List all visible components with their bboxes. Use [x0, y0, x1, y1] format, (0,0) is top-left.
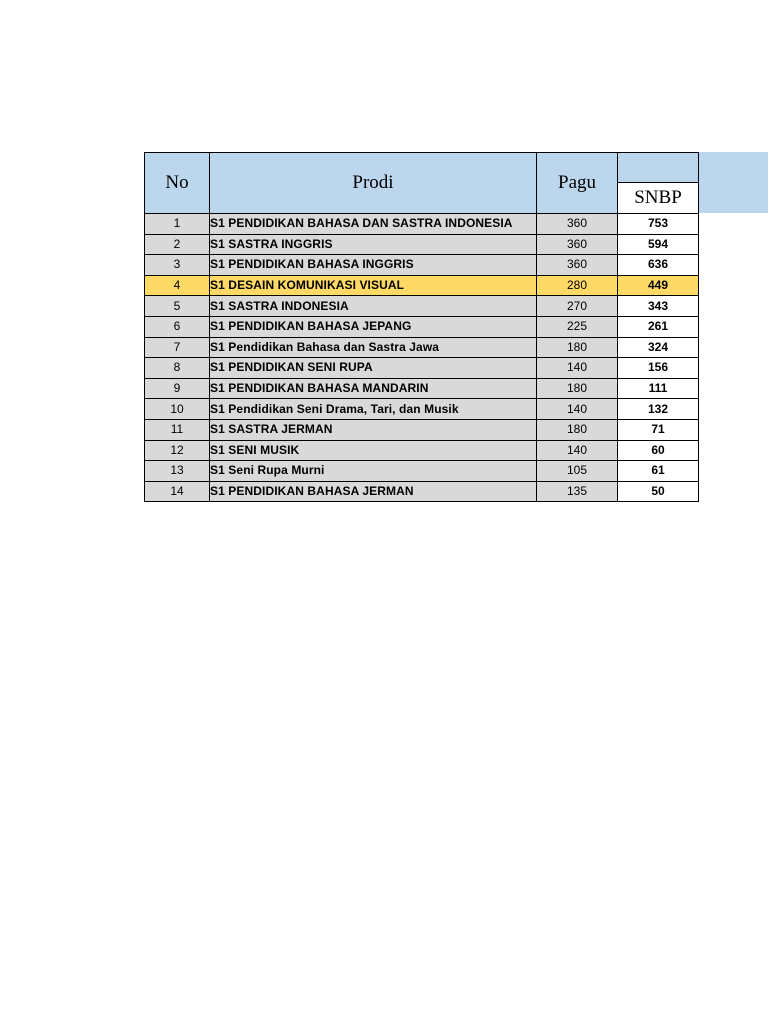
- table-row: [145, 255, 699, 276]
- row-no-cell: 5: [145, 296, 210, 317]
- row-prodi-cell: S1 DESAIN KOMUNIKASI VISUAL: [210, 275, 537, 296]
- table-row: [145, 337, 699, 358]
- row-prodi-cell: S1 PENDIDIKAN BAHASA MANDARIN: [210, 378, 537, 399]
- row-prodi-cell: S1 PENDIDIKAN BAHASA INGGRIS: [210, 255, 537, 276]
- table-row: [145, 234, 699, 255]
- row-no-cell: 12: [145, 440, 210, 461]
- row-no-cell: 9: [145, 378, 210, 399]
- table-row: [145, 275, 699, 296]
- header-no: No: [145, 153, 210, 214]
- row-no-cell: 8: [145, 358, 210, 379]
- row-no-cell: 10: [145, 399, 210, 420]
- row-prodi-cell: S1 PENDIDIKAN BAHASA DAN SASTRA INDONESIA: [210, 214, 537, 235]
- row-prodi-cell: S1 SASTRA JERMAN: [210, 419, 537, 440]
- header-prodi: Prodi: [210, 153, 537, 214]
- table-row: [145, 481, 699, 502]
- table-row: [145, 461, 699, 482]
- header-pagu: Pagu: [537, 153, 618, 214]
- table-row: [145, 440, 699, 461]
- row-snbp-cell: 71: [618, 419, 699, 440]
- row-prodi-cell: S1 Seni Rupa Murni: [210, 461, 537, 482]
- row-prodi-cell: S1 Pendidikan Bahasa dan Sastra Jawa: [210, 337, 537, 358]
- row-pagu-cell: 360: [537, 214, 618, 235]
- row-pagu-cell: 180: [537, 419, 618, 440]
- row-pagu-cell: 180: [537, 378, 618, 399]
- row-pagu-cell: 225: [537, 316, 618, 337]
- row-snbp-cell: 156: [618, 358, 699, 379]
- row-no-cell: 4: [145, 275, 210, 296]
- row-snbp-cell: 261: [618, 316, 699, 337]
- row-prodi-cell: S1 SASTRA INDONESIA: [210, 296, 537, 317]
- row-snbp-cell: 343: [618, 296, 699, 317]
- row-pagu-cell: 280: [537, 275, 618, 296]
- row-no-cell: 2: [145, 234, 210, 255]
- header-snbp-group: [618, 153, 699, 183]
- row-snbp-cell: 61: [618, 461, 699, 482]
- row-snbp-cell: 753: [618, 214, 699, 235]
- table-row: [145, 296, 699, 317]
- row-snbp-cell: 594: [618, 234, 699, 255]
- row-snbp-cell: 449: [618, 275, 699, 296]
- row-snbp-cell: 111: [618, 378, 699, 399]
- row-pagu-cell: 140: [537, 399, 618, 420]
- row-prodi-cell: S1 PENDIDIKAN BAHASA JEPANG: [210, 316, 537, 337]
- row-no-cell: 3: [145, 255, 210, 276]
- row-no-cell: 6: [145, 316, 210, 337]
- row-prodi-cell: S1 Pendidikan Seni Drama, Tari, dan Musik: [210, 399, 537, 420]
- row-prodi-cell: S1 SASTRA INGGRIS: [210, 234, 537, 255]
- row-no-cell: 11: [145, 419, 210, 440]
- table-row: [145, 378, 699, 399]
- table-row: [145, 214, 699, 235]
- row-prodi-cell: S1 SENI MUSIK: [210, 440, 537, 461]
- row-pagu-cell: 180: [537, 337, 618, 358]
- row-pagu-cell: 140: [537, 358, 618, 379]
- row-pagu-cell: 360: [537, 234, 618, 255]
- row-snbp-cell: 132: [618, 399, 699, 420]
- header-snbp: SNBP: [618, 183, 699, 214]
- prodi-table: [144, 152, 699, 502]
- row-no-cell: 7: [145, 337, 210, 358]
- row-prodi-cell: S1 PENDIDIKAN SENI RUPA: [210, 358, 537, 379]
- row-pagu-cell: 135: [537, 481, 618, 502]
- row-snbp-cell: 50: [618, 481, 699, 502]
- row-snbp-cell: 636: [618, 255, 699, 276]
- table-row: [145, 399, 699, 420]
- row-snbp-cell: 324: [618, 337, 699, 358]
- table-row: [145, 316, 699, 337]
- row-snbp-cell: 60: [618, 440, 699, 461]
- row-pagu-cell: 270: [537, 296, 618, 317]
- row-pagu-cell: 360: [537, 255, 618, 276]
- row-no-cell: 13: [145, 461, 210, 482]
- table-body: [145, 214, 699, 502]
- row-pagu-cell: 140: [537, 440, 618, 461]
- table-row: [145, 419, 699, 440]
- table-row: [145, 358, 699, 379]
- row-pagu-cell: 105: [537, 461, 618, 482]
- row-prodi-cell: S1 PENDIDIKAN BAHASA JERMAN: [210, 481, 537, 502]
- row-no-cell: 1: [145, 214, 210, 235]
- header-fill-extension: [697, 152, 768, 213]
- row-no-cell: 14: [145, 481, 210, 502]
